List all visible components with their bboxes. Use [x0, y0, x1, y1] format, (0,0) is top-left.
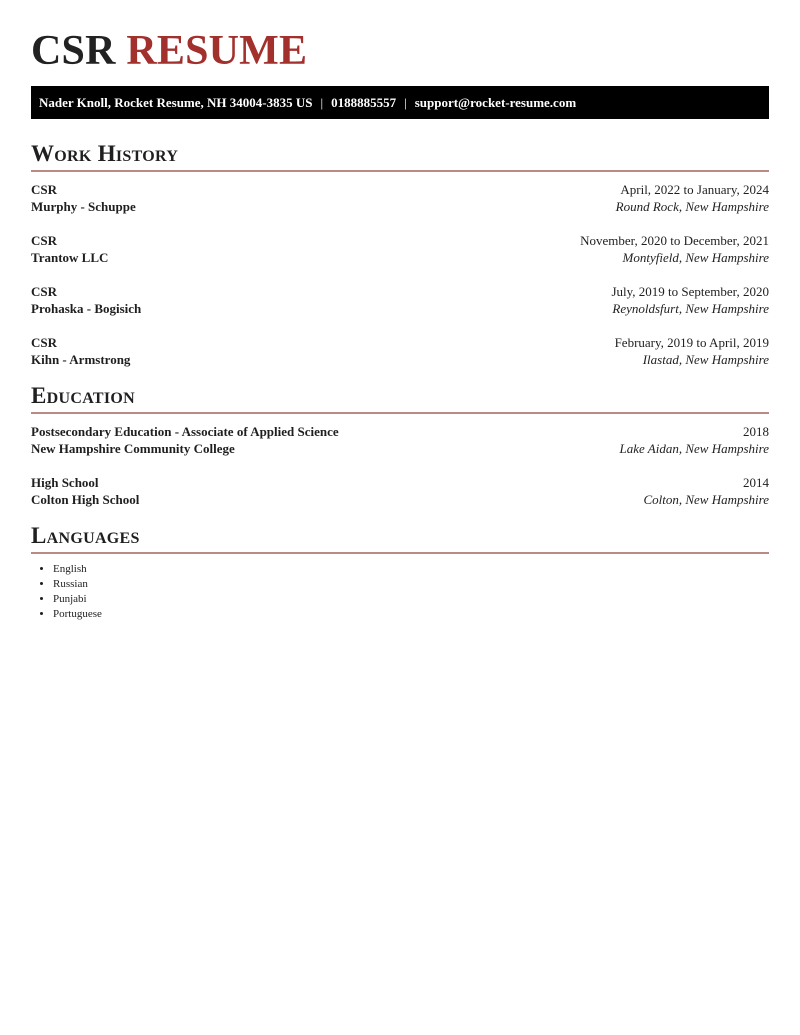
graduation-year: 2018	[743, 424, 769, 439]
language-item: • Punjabi	[53, 592, 769, 607]
work-history-section	[31, 140, 769, 368]
school-name: Colton High School	[31, 492, 140, 507]
company-name: Kihn - Armstrong	[31, 352, 131, 367]
work-entry	[31, 181, 769, 215]
degree: High School	[31, 475, 99, 490]
school-name: New Hampshire Community College	[31, 441, 235, 456]
contact-address: Nader Knoll, Rocket Resume, NH 34004-3835 US	[39, 94, 313, 110]
language-item: • English	[53, 562, 769, 577]
job-dates: July, 2019 to September, 2020	[611, 284, 769, 299]
job-location: Round Rock, New Hampshire	[615, 199, 769, 214]
contact-email: support@rocket-resume.com	[414, 94, 577, 110]
contact-bar	[31, 86, 769, 119]
school-location: Colton, New Hampshire	[643, 492, 769, 507]
languages-list	[31, 562, 769, 622]
job-title: CSR	[31, 284, 58, 299]
section-heading-education: Education	[31, 383, 135, 408]
work-entry	[31, 232, 769, 266]
job-dates: April, 2022 to January, 2024	[620, 182, 769, 197]
page-title	[31, 27, 307, 75]
title-first-word: CSR	[31, 28, 116, 74]
section-divider	[31, 552, 769, 554]
degree: Postsecondary Education - Associate of Applied Science	[31, 424, 339, 439]
section-heading-work-history: Work History	[31, 141, 179, 166]
school-location: Lake Aidan, New Hampshire	[619, 441, 769, 456]
job-dates: February, 2019 to April, 2019	[614, 335, 769, 350]
section-divider	[31, 412, 769, 414]
contact-separator: |	[404, 94, 407, 110]
company-name: Trantow LLC	[31, 250, 109, 265]
section-heading-languages: Languages	[31, 523, 140, 548]
job-location: Montyfield, New Hampshire	[622, 250, 769, 265]
job-title: CSR	[31, 233, 58, 248]
company-name: Murphy - Schuppe	[31, 199, 136, 214]
job-dates: November, 2020 to December, 2021	[580, 233, 769, 248]
education-section	[31, 382, 769, 508]
section-divider	[31, 170, 769, 172]
work-entry	[31, 283, 769, 317]
work-entry	[31, 334, 769, 368]
contact-phone: 0188885557	[331, 94, 397, 110]
education-entry	[31, 423, 769, 457]
language-item: • Portuguese	[53, 607, 769, 622]
contact-separator: |	[320, 94, 324, 110]
graduation-year: 2014	[743, 475, 769, 490]
title-accent-word: RESUME	[126, 28, 308, 74]
job-title: CSR	[31, 335, 58, 350]
language-item: • Russian	[53, 577, 769, 592]
job-title: CSR	[31, 182, 58, 197]
languages-section	[31, 522, 769, 622]
job-location: Ilastad, New Hampshire	[642, 352, 769, 367]
job-location: Reynoldsfurt, New Hampshire	[612, 301, 769, 316]
education-entry	[31, 474, 769, 508]
company-name: Prohaska - Bogisich	[31, 301, 142, 316]
